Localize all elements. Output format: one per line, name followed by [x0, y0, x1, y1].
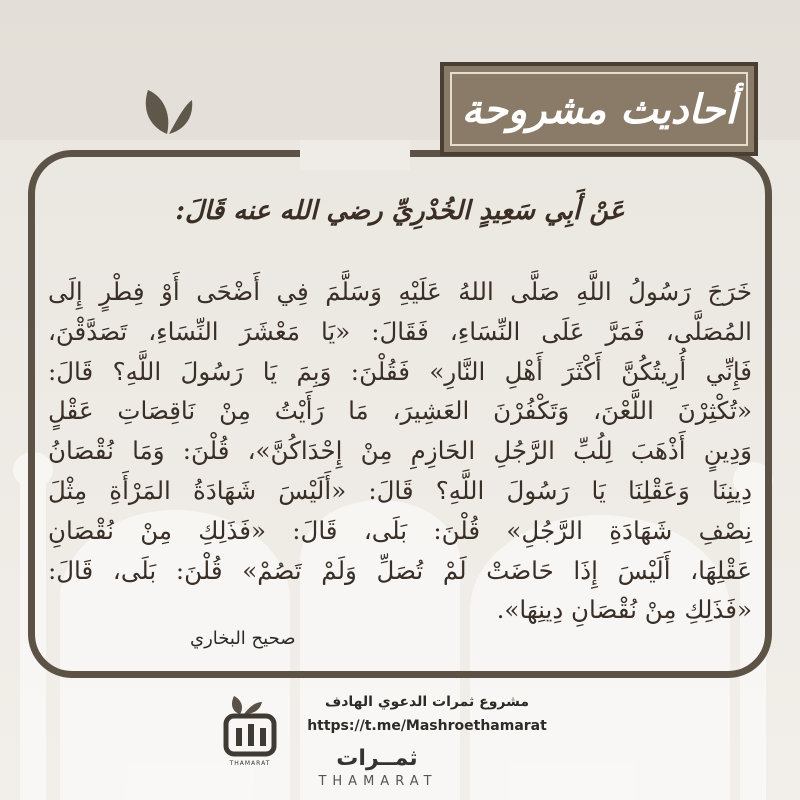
frame-gap [300, 140, 410, 170]
hadith-narrator: عَنْ أَبِي سَعِيدٍ الخُدْرِيِّ رضي الله عنه قَالَ: [175, 196, 625, 226]
hadith-source: صحيح البخاري [190, 628, 296, 649]
hadith-line: وَدِينٍ أَذْهَبَ لِلُبِّ الرَّجُلِ الحَازِمِ مِنْ إِحْدَاكُنَّ»، قُلْنَ: وَمَا نُقْصَانُ [48, 436, 752, 466]
leaf-icon [138, 82, 196, 140]
project-name: مشروع ثمرات الدعوي الهادف [324, 694, 530, 710]
thamarat-logo [222, 692, 278, 760]
hadith-text [48, 272, 752, 630]
hadith-line: المُصَلَّى، فَمَرَّ عَلَى النِّسَاءِ، فَقَالَ: «يَا مَعْشَرَ النِّسَاءِ، تَصَدَّقْنَ، [48, 316, 752, 346]
hadith-line: نِصْفِ شَهَادَةِ الرَّجُلِ» قُلْنَ: بَلَى، قَالَ: «فَذَلِكِ مِنْ نُقْصَانِ [48, 515, 752, 545]
hadith-line: خَرَجَ رَسُولُ اللَّهِ صَلَّى اللهُ عَلَيْهِ وَسَلَّمَ فِي أَضْحَى أَوْ فِطْرٍ إِلَى [48, 277, 752, 306]
brand-name-latin: THAMARAT [318, 774, 438, 789]
hadith-line: «تُكْثِرْنَ اللَّعْنَ، وَتَكْفُرْنَ العَشِيرَ، مَا رَأَيْتُ مِنْ نَاقِصَاتِ عَقْلٍ [48, 396, 752, 426]
brand-name-arabic: ثمــرات [336, 746, 418, 771]
hadith-line: فَإِنِّي أُرِيتُكُنَّ أَكْثَرَ أَهْلِ النَّارِ» فَقُلْنَ: وَبِمَ يَا رَسُولَ اللَّهِ؟ قَالَ: [48, 356, 752, 386]
hadith-line: عَقْلِهَا، أَلَيْسَ إِذَا حَاضَتْ لَمْ تُصَلِّ وَلَمْ تَصُمْ» قُلْنَ: بَلَى، قَالَ: [48, 555, 752, 585]
telegram-link[interactable]: https://t.me/Mashroethamarat [307, 718, 547, 734]
hadith-line: دِينِنَا وَعَقْلِنَا يَا رَسُولَ اللَّهِ؟ قَالَ: «أَلَيْسَ شَهَادَةُ المَرْأَةِ مِثْلَ [48, 475, 752, 505]
hadith-line: «فَذَلِكِ مِنْ نُقْصَانِ دِينِهَا». [496, 595, 752, 625]
title-badge [440, 62, 758, 156]
page-title: أحاديث مشروحة [461, 85, 737, 133]
logo-caption: THAMARAT [229, 760, 271, 767]
